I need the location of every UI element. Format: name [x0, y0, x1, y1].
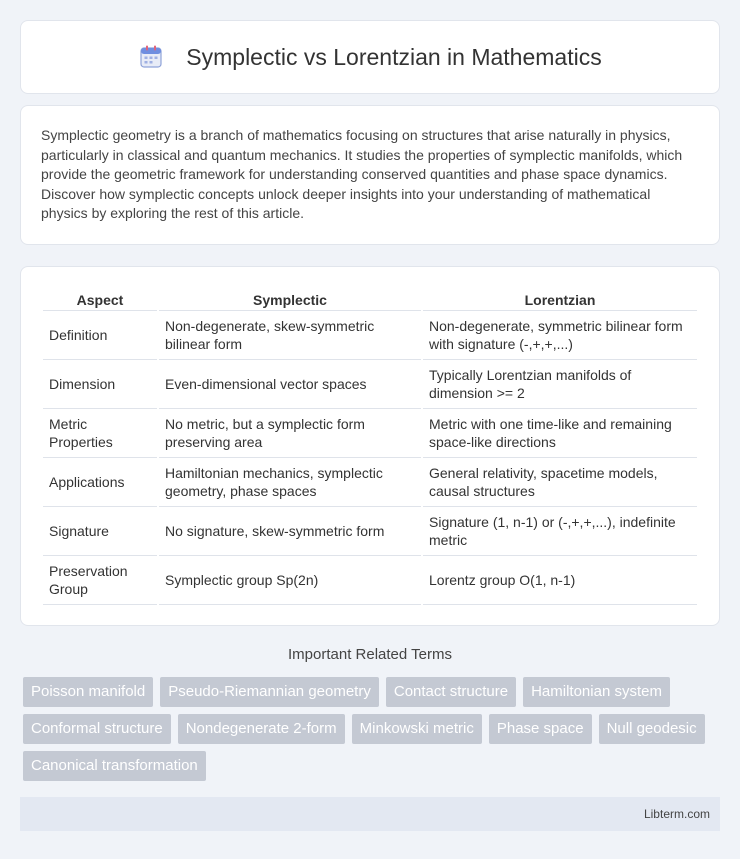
related-term-tag[interactable]: Nondegenerate 2-form	[178, 714, 345, 744]
comparison-table	[41, 287, 699, 605]
table-row	[43, 556, 697, 605]
related-term-tag[interactable]: Contact structure	[386, 677, 516, 707]
cell-symplectic: No signature, skew-symmetric form	[159, 507, 421, 556]
intro-text: Symplectic geometry is a branch of mathematics focusing on structures that arise naturally in physics, particularly in classical and quantum mechanics. It studies the properties of symplectic manifolds, which provide the geometric framework for understanding conserved quantities and phase space dynamics. Discover how symplectic concepts unlock deeper insights into your understanding of mathematical physics by exploring the rest of this article.	[41, 127, 683, 221]
related-term-tag[interactable]: Hamiltonian system	[523, 677, 670, 707]
cell-aspect: Metric Properties	[43, 409, 157, 458]
table-row	[43, 360, 697, 409]
header-lorentzian: Lorentzian	[423, 287, 697, 311]
related-term-tag[interactable]: Null geodesic	[599, 714, 705, 744]
page-title: Symplectic vs Lorentzian in Mathematics	[186, 43, 602, 70]
related-term-tag[interactable]: Minkowski metric	[352, 714, 482, 744]
calendar-icon	[138, 44, 164, 70]
cell-symplectic: Symplectic group Sp(2n)	[159, 556, 421, 605]
header-symplectic: Symplectic	[159, 287, 421, 311]
cell-lorentzian: General relativity, spacetime models, causal structures	[423, 458, 697, 507]
cell-symplectic: Hamiltonian mechanics, symplectic geometry, phase spaces	[159, 458, 421, 507]
related-term-tag[interactable]: Conformal structure	[23, 714, 171, 744]
table-row	[43, 458, 697, 507]
intro-card	[20, 105, 720, 245]
cell-lorentzian: Metric with one time-like and remaining space-like directions	[423, 409, 697, 458]
cell-symplectic: Non-degenerate, skew-symmetric bilinear form	[159, 311, 421, 360]
related-term-tag[interactable]: Phase space	[489, 714, 592, 744]
table-row	[43, 409, 697, 458]
table-row	[43, 311, 697, 360]
cell-lorentzian: Signature (1, n-1) or (-,+,+,...), indefinite metric	[423, 507, 697, 556]
cell-aspect: Applications	[43, 458, 157, 507]
related-terms-title: Important Related Terms	[288, 645, 452, 663]
related-term-tag[interactable]: Pseudo-Riemannian geometry	[160, 677, 379, 707]
table-row	[43, 507, 697, 556]
cell-lorentzian: Lorentz group O(1, n-1)	[423, 556, 697, 605]
cell-aspect: Signature	[43, 507, 157, 556]
related-terms-list	[20, 677, 720, 788]
table-header-row	[43, 287, 697, 311]
cell-lorentzian: Non-degenerate, symmetric bilinear form with signature (-,+,+,...)	[423, 311, 697, 360]
footer-brand-link[interactable]: Libterm.com	[643, 806, 710, 821]
cell-lorentzian: Typically Lorentzian manifolds of dimension >= 2	[423, 360, 697, 409]
header-aspect: Aspect	[43, 287, 157, 311]
cell-aspect: Preservation Group	[43, 556, 157, 605]
page-header	[20, 20, 720, 94]
cell-aspect: Dimension	[43, 360, 157, 409]
page-footer	[20, 797, 720, 831]
comparison-card	[20, 266, 720, 626]
related-term-tag[interactable]: Poisson manifold	[23, 677, 153, 707]
cell-symplectic: Even-dimensional vector spaces	[159, 360, 421, 409]
cell-aspect: Definition	[43, 311, 157, 360]
related-term-tag[interactable]: Canonical transformation	[23, 751, 206, 781]
cell-symplectic: No metric, but a symplectic form preserving area	[159, 409, 421, 458]
